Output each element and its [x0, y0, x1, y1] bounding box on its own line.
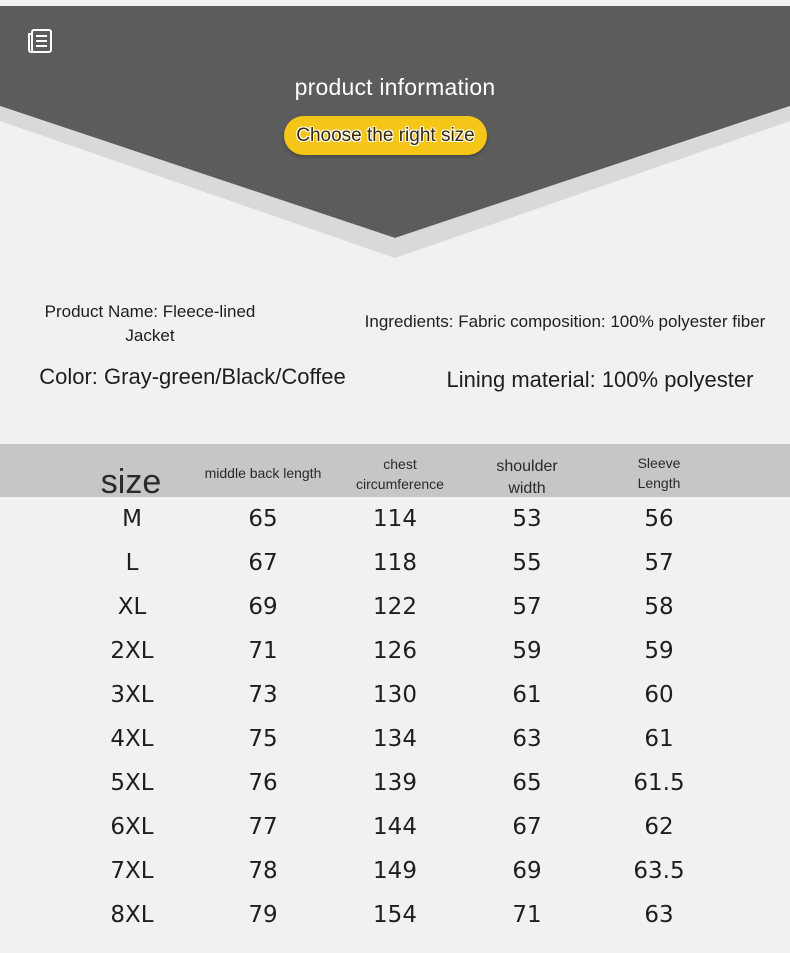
- table-cell: 65: [512, 770, 542, 796]
- document-list-icon[interactable]: [25, 26, 55, 56]
- banner-title: product information: [294, 74, 496, 100]
- table-cell: 58: [644, 594, 674, 620]
- table-cell: 2XL: [110, 638, 154, 664]
- table-row: [0, 717, 790, 761]
- table-cell: 63.5: [633, 858, 685, 884]
- table-cell: 149: [373, 858, 417, 884]
- table-cell: 59: [512, 638, 542, 664]
- header-shoulder-line1: shoulder: [496, 458, 558, 475]
- table-cell: 60: [644, 682, 674, 708]
- table-row: [0, 585, 790, 629]
- table-cell: 79: [248, 902, 278, 928]
- table-cell: 71: [512, 902, 542, 928]
- table-row: [0, 673, 790, 717]
- table-row: [0, 849, 790, 893]
- table-cell: 61.5: [633, 770, 685, 796]
- table-cell: 7XL: [110, 858, 154, 884]
- table-row: [0, 761, 790, 805]
- table-cell: 67: [512, 814, 542, 840]
- table-cell: L: [125, 550, 139, 576]
- size-table: [0, 444, 790, 937]
- table-row: [0, 805, 790, 849]
- table-cell: 57: [644, 550, 674, 576]
- header-chest: [330, 454, 470, 494]
- table-cell: 65: [248, 506, 278, 532]
- table-cell: 75: [248, 726, 278, 752]
- table-cell: 69: [512, 858, 542, 884]
- choose-size-button[interactable]: [284, 116, 487, 155]
- header-chest-line2: circumference: [356, 476, 444, 492]
- product-color: Color: Gray-green/Black/Coffee: [39, 364, 346, 389]
- table-cell: 118: [373, 550, 417, 576]
- header-chest-line1: chest: [383, 456, 417, 472]
- table-row: [0, 541, 790, 585]
- table-cell: 126: [373, 638, 417, 664]
- table-cell: 73: [248, 682, 278, 708]
- table-cell: 55: [512, 550, 542, 576]
- table-cell: 122: [373, 594, 417, 620]
- table-cell: 59: [644, 638, 674, 664]
- table-cell: 114: [373, 506, 417, 532]
- product-lining: Lining material: 100% polyester: [446, 367, 754, 392]
- table-cell: 63: [512, 726, 542, 752]
- table-cell: XL: [117, 594, 147, 620]
- header-sleeve-line2: Length: [637, 475, 681, 491]
- table-row: [0, 497, 790, 541]
- table-cell: M: [122, 506, 142, 532]
- choose-size-label: Choose the right size: [296, 124, 475, 146]
- header-shoulder-line2: width: [508, 480, 546, 497]
- table-cell: 144: [373, 814, 417, 840]
- table-cell: 78: [248, 858, 278, 884]
- table-cell: 139: [373, 770, 417, 796]
- table-row: [0, 629, 790, 673]
- table-row: [0, 893, 790, 937]
- table-cell: 5XL: [110, 770, 154, 796]
- table-body: [0, 497, 790, 937]
- table-cell: 61: [512, 682, 542, 708]
- table-header: [0, 444, 790, 501]
- table-cell: 61: [644, 726, 674, 752]
- table-cell: 62: [644, 814, 674, 840]
- table-cell: 4XL: [110, 726, 154, 752]
- product-ingredients: Ingredients: Fabric composition: 100% polyester fiber: [364, 312, 766, 331]
- table-cell: 3XL: [110, 682, 154, 708]
- table-cell: 69: [248, 594, 278, 620]
- table-cell: 63: [644, 902, 674, 928]
- table-cell: 8XL: [110, 902, 154, 928]
- table-cell: 71: [248, 638, 278, 664]
- header-shoulder: [462, 456, 592, 500]
- header-size: size: [100, 463, 162, 501]
- product-name: [40, 300, 260, 348]
- table-cell: 6XL: [110, 814, 154, 840]
- table-cell: 77: [248, 814, 278, 840]
- table-cell: 57: [512, 594, 542, 620]
- table-cell: 76: [248, 770, 278, 796]
- table-cell: 134: [373, 726, 417, 752]
- table-cell: 154: [373, 902, 417, 928]
- table-cell: 53: [512, 506, 542, 532]
- header-sleeve: [594, 453, 724, 493]
- header-back-length: middle back length: [204, 465, 322, 481]
- table-cell: 56: [644, 506, 674, 532]
- table-cell: 130: [373, 682, 417, 708]
- product-name-line1: Product Name: Fleece-lined: [44, 302, 256, 321]
- product-name-line2: Jacket: [125, 326, 175, 345]
- header-sleeve-line1: Sleeve: [637, 455, 681, 471]
- table-cell: 67: [248, 550, 278, 576]
